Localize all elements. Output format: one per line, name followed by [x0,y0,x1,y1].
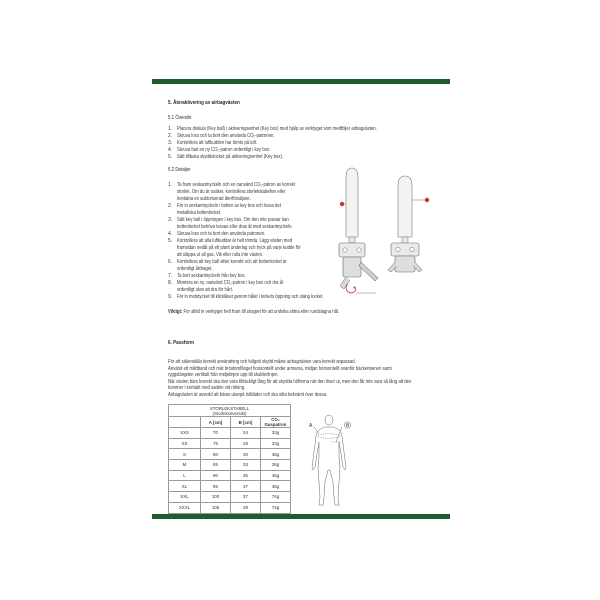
paragraph-line: Airbagvästen är avsedd att bäras utanpå ridkläder och ska sitta bekvämt över dessa. [168,392,328,398]
list-item-number: 8. [168,280,173,286]
footer-rule [152,514,450,519]
section-5-title: 5. Återaktivering av airbagvästen [168,100,240,106]
column-header: A [cm] [201,417,231,428]
list-item-number: 1. [168,126,173,132]
co2-cell: 74g [261,492,291,503]
a-cell: 70 [201,428,231,439]
list-item-number: 3. [168,140,173,146]
table-row [169,492,291,503]
list-item-number: 1. [168,182,173,188]
table-title: STORLEKSTABELL [209,405,250,411]
marker-dot [425,198,429,202]
important-label: Viktigt: [168,309,183,315]
co2-cell: 33g [261,428,291,439]
label-b: B [346,422,350,429]
size-cell: XXXL [169,502,201,513]
b-cell: 28 [231,438,261,449]
paragraph-line: ryggslängden vertikalt från midjelinjen upp till skulderlinjen. [168,372,279,378]
list-item-line: För in sexkantnyckeln i botten av key box och lossa det [177,203,281,209]
list-item-line: bottenlocket behöva lossas eller dras åt med sexkantnyckeln. [177,224,293,230]
body-measurement-figure [298,412,360,508]
co2-cell: 45g [261,481,291,492]
list-item: Skruva loss och ta bort den använda CO₂-patronen. [177,133,275,139]
list-item-line: Montera en ny, oanvänd CO₂-patron i key box och dra åt [177,280,284,286]
list-item-line: Sätt key ball i öppningen i key box. Om den inte passar kan [177,217,289,223]
list-item-line: Ta bort sexkantnyckeln från key box. [177,273,246,279]
list-item-number: 7. [168,273,173,279]
list-item-line: Ta fram sexkantnyckeln och en oanvänd CO₂-patron av korrekt [177,182,296,188]
table-row [169,481,291,492]
a-cell: 100 [201,492,231,503]
a-cell: 90 [201,470,231,481]
a-cell: 85 [201,460,231,471]
section-5-2-title: 5.2 Detaljer [168,167,191,173]
label-a: A [309,423,313,429]
list-item: Placera diskula (Key ball) i aktiveringsenhet (Key box) med hjälp av verktyget som medföljer airbagvästen. [177,126,377,132]
size-cell: L [169,470,201,481]
a-cell: 75 [201,438,231,449]
list-item-number: 4. [168,147,173,153]
list-item-number: 4. [168,231,173,237]
table-row [169,449,291,460]
list-item-line: framsidan nedåt på ett plant underlag och tryck på varje kudde för [177,245,301,251]
b-cell: 30 [231,449,261,460]
list-item-number: 9. [168,294,173,300]
list-item-number: 5. [168,238,173,244]
table-row [169,438,291,449]
key-box-illustration [328,162,443,302]
a-cell: 80 [201,449,231,460]
marker-dot [340,202,344,206]
list-item-line: metalliska bottenlocket. [177,210,222,216]
list-item: Skruva fast en ny CO₂-patron ordentligt i key box. [177,147,271,153]
table-row [169,460,291,471]
column-header: CO₂ Gaspatron [261,417,291,428]
size-cell: S [169,449,201,460]
list-item-line: ordentligt åtdraget. [177,266,213,272]
size-cell: XS [169,438,201,449]
b-cell: 35 [231,470,261,481]
paragraph-line: För att säkerställa korrekt användning och fullgott skydd måste airbagvästen vara korrekt anpassad. [168,359,356,365]
table-row [169,428,291,439]
list-item: Kontrollera att luftkudden har tömts på luft. [177,140,258,146]
co2-cell: 33g [261,438,291,449]
table-header-row [169,417,291,428]
size-cell: M [169,460,201,471]
list-item-line: ordentligt utan att dra för hårt. [177,287,233,293]
size-cell: XXS [169,428,201,439]
list-item-line: Skruva loss och ta bort den använda patronen. [177,231,266,237]
table-subtitle: (Storleksöversikt) [212,410,247,416]
a-cell: 95 [201,481,231,492]
size-table [168,404,291,514]
list-item-number: 5. [168,154,173,160]
co2-cell: 38g [261,449,291,460]
list-item-number: 3. [168,217,173,223]
column-header [169,417,201,428]
table-row [169,470,291,481]
important-text: För alltid in verktyget helt fram till stoppet för att undvika slitna eller rundslagna hål. [183,309,340,315]
list-item: Sätt tillbaka skyddslocket på aktiveringsenhet (Key box). [177,154,284,160]
co2-cell: 74g [261,502,291,513]
b-cell: 33 [231,460,261,471]
paragraph-line: kommer i kontakt med sadeln vid ridning. [168,385,246,391]
section-6-title: 6. Passform [168,340,194,346]
important-note [168,309,339,315]
b-cell: 37 [231,492,261,503]
list-item-number: 6. [168,259,173,265]
list-item-line: storlek. Om du är osäker, kontrollera storlekstabellen eller [177,189,286,195]
a-cell: 105 [201,502,231,513]
co2-cell: 45g [261,470,291,481]
b-cell: 37 [231,481,261,492]
list-item-number: 2. [168,133,173,139]
list-item-line: För in motstycket till klicklåset genom hålet i lockets öppning och stäng locket. [177,294,324,300]
b-cell: 24 [231,428,261,439]
size-cell: XXL [169,492,201,503]
list-item-line: Kontrollera att alla luftkuddar är helt tömda. Lägg västen med [177,238,293,244]
header-rule [152,79,450,84]
b-cell: 39 [231,502,261,513]
column-header: B [cm] [231,417,261,428]
table-title-row [169,405,291,417]
paragraph-line: Använd ett måttband och mät bröstomfånget horisontellt under armarna, midjan horisontellt ovanför bäckenbenen samt [168,366,392,372]
list-item-line: Kontrollera att key ball sitter korrekt och att bottenlocket är [177,259,287,265]
table-row [169,502,291,513]
co2-cell: 38g [261,460,291,471]
list-item-line: att släppa ut all gas. Vik eller rulla inte västen. [177,252,264,258]
list-item-line: kontakta en auktoriserad återförsäljare. [177,196,251,202]
size-cell: XL [169,481,201,492]
section-5-1-title: 5.1 Översikt [168,115,192,121]
paragraph-line: När västen bärs korrekt ska den vara tillräckligt lång för att skydda höfterna när den löser ut, men den får inte vara så lång att den [168,379,412,385]
list-item-number: 2. [168,203,173,209]
